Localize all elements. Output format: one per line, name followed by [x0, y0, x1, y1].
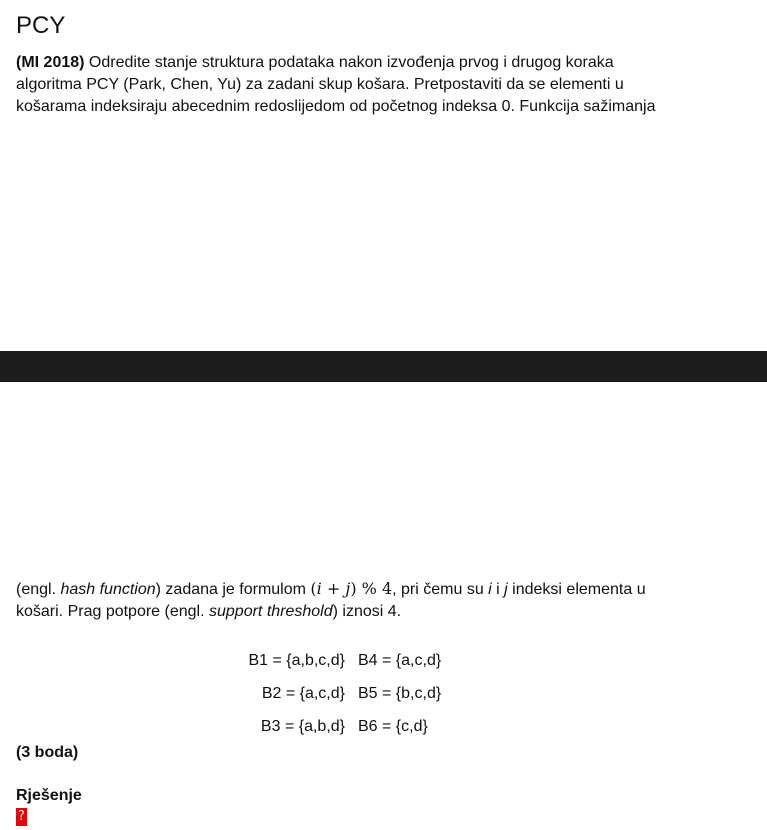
- problem-statement: [16, 52, 716, 118]
- basket-b4: B4 = {a,c,d}: [358, 652, 442, 669]
- basket-b3: B3 = {a,b,d}: [260, 718, 345, 735]
- hash-function-term: hash function: [60, 581, 156, 598]
- basket-b2: B2 = {a,c,d}: [261, 685, 345, 702]
- basket-row: [0, 683, 767, 705]
- continuation-line-1: (engl. hash function) zadana je formulom (i + j) % 4, pri čemu su i i j indeksi elementa u: [16, 579, 646, 598]
- page-break-divider: [0, 351, 767, 382]
- basket-row: [0, 716, 767, 738]
- solution-heading: Rješenje: [16, 787, 82, 804]
- basket-b1: B1 = {a,b,c,d}: [248, 652, 345, 669]
- page-title: PCY: [16, 12, 66, 39]
- hash-formula: (i + j) % 4: [310, 579, 393, 598]
- exam-tag: (MI 2018): [16, 54, 85, 71]
- basket-b6: B6 = {c,d}: [358, 718, 428, 735]
- continuation-line-2: košari. Prag potpore (engl. support threshold) iznosi 4.: [16, 603, 402, 620]
- problem-statement-continued: [16, 578, 716, 623]
- basket-b5: B5 = {b,c,d}: [358, 685, 442, 702]
- statement-line-3: košarama indeksiraju abecednim redoslijedom od početnog indeksa 0. Funkcija sažimanja: [16, 98, 656, 115]
- statement-line-2: algoritma PCY (Park, Chen, Yu) za zadani skup košara. Pretpostaviti da se elementi u: [16, 76, 624, 93]
- missing-image-icon: ?: [16, 808, 27, 826]
- basket-row: [0, 650, 767, 672]
- points-label: (3 boda): [16, 744, 79, 761]
- statement-line-1: (MI 2018) Odredite stanje struktura podataka nakon izvođenja prvog i drugog koraka: [16, 54, 614, 71]
- support-threshold-term: support threshold: [209, 603, 333, 620]
